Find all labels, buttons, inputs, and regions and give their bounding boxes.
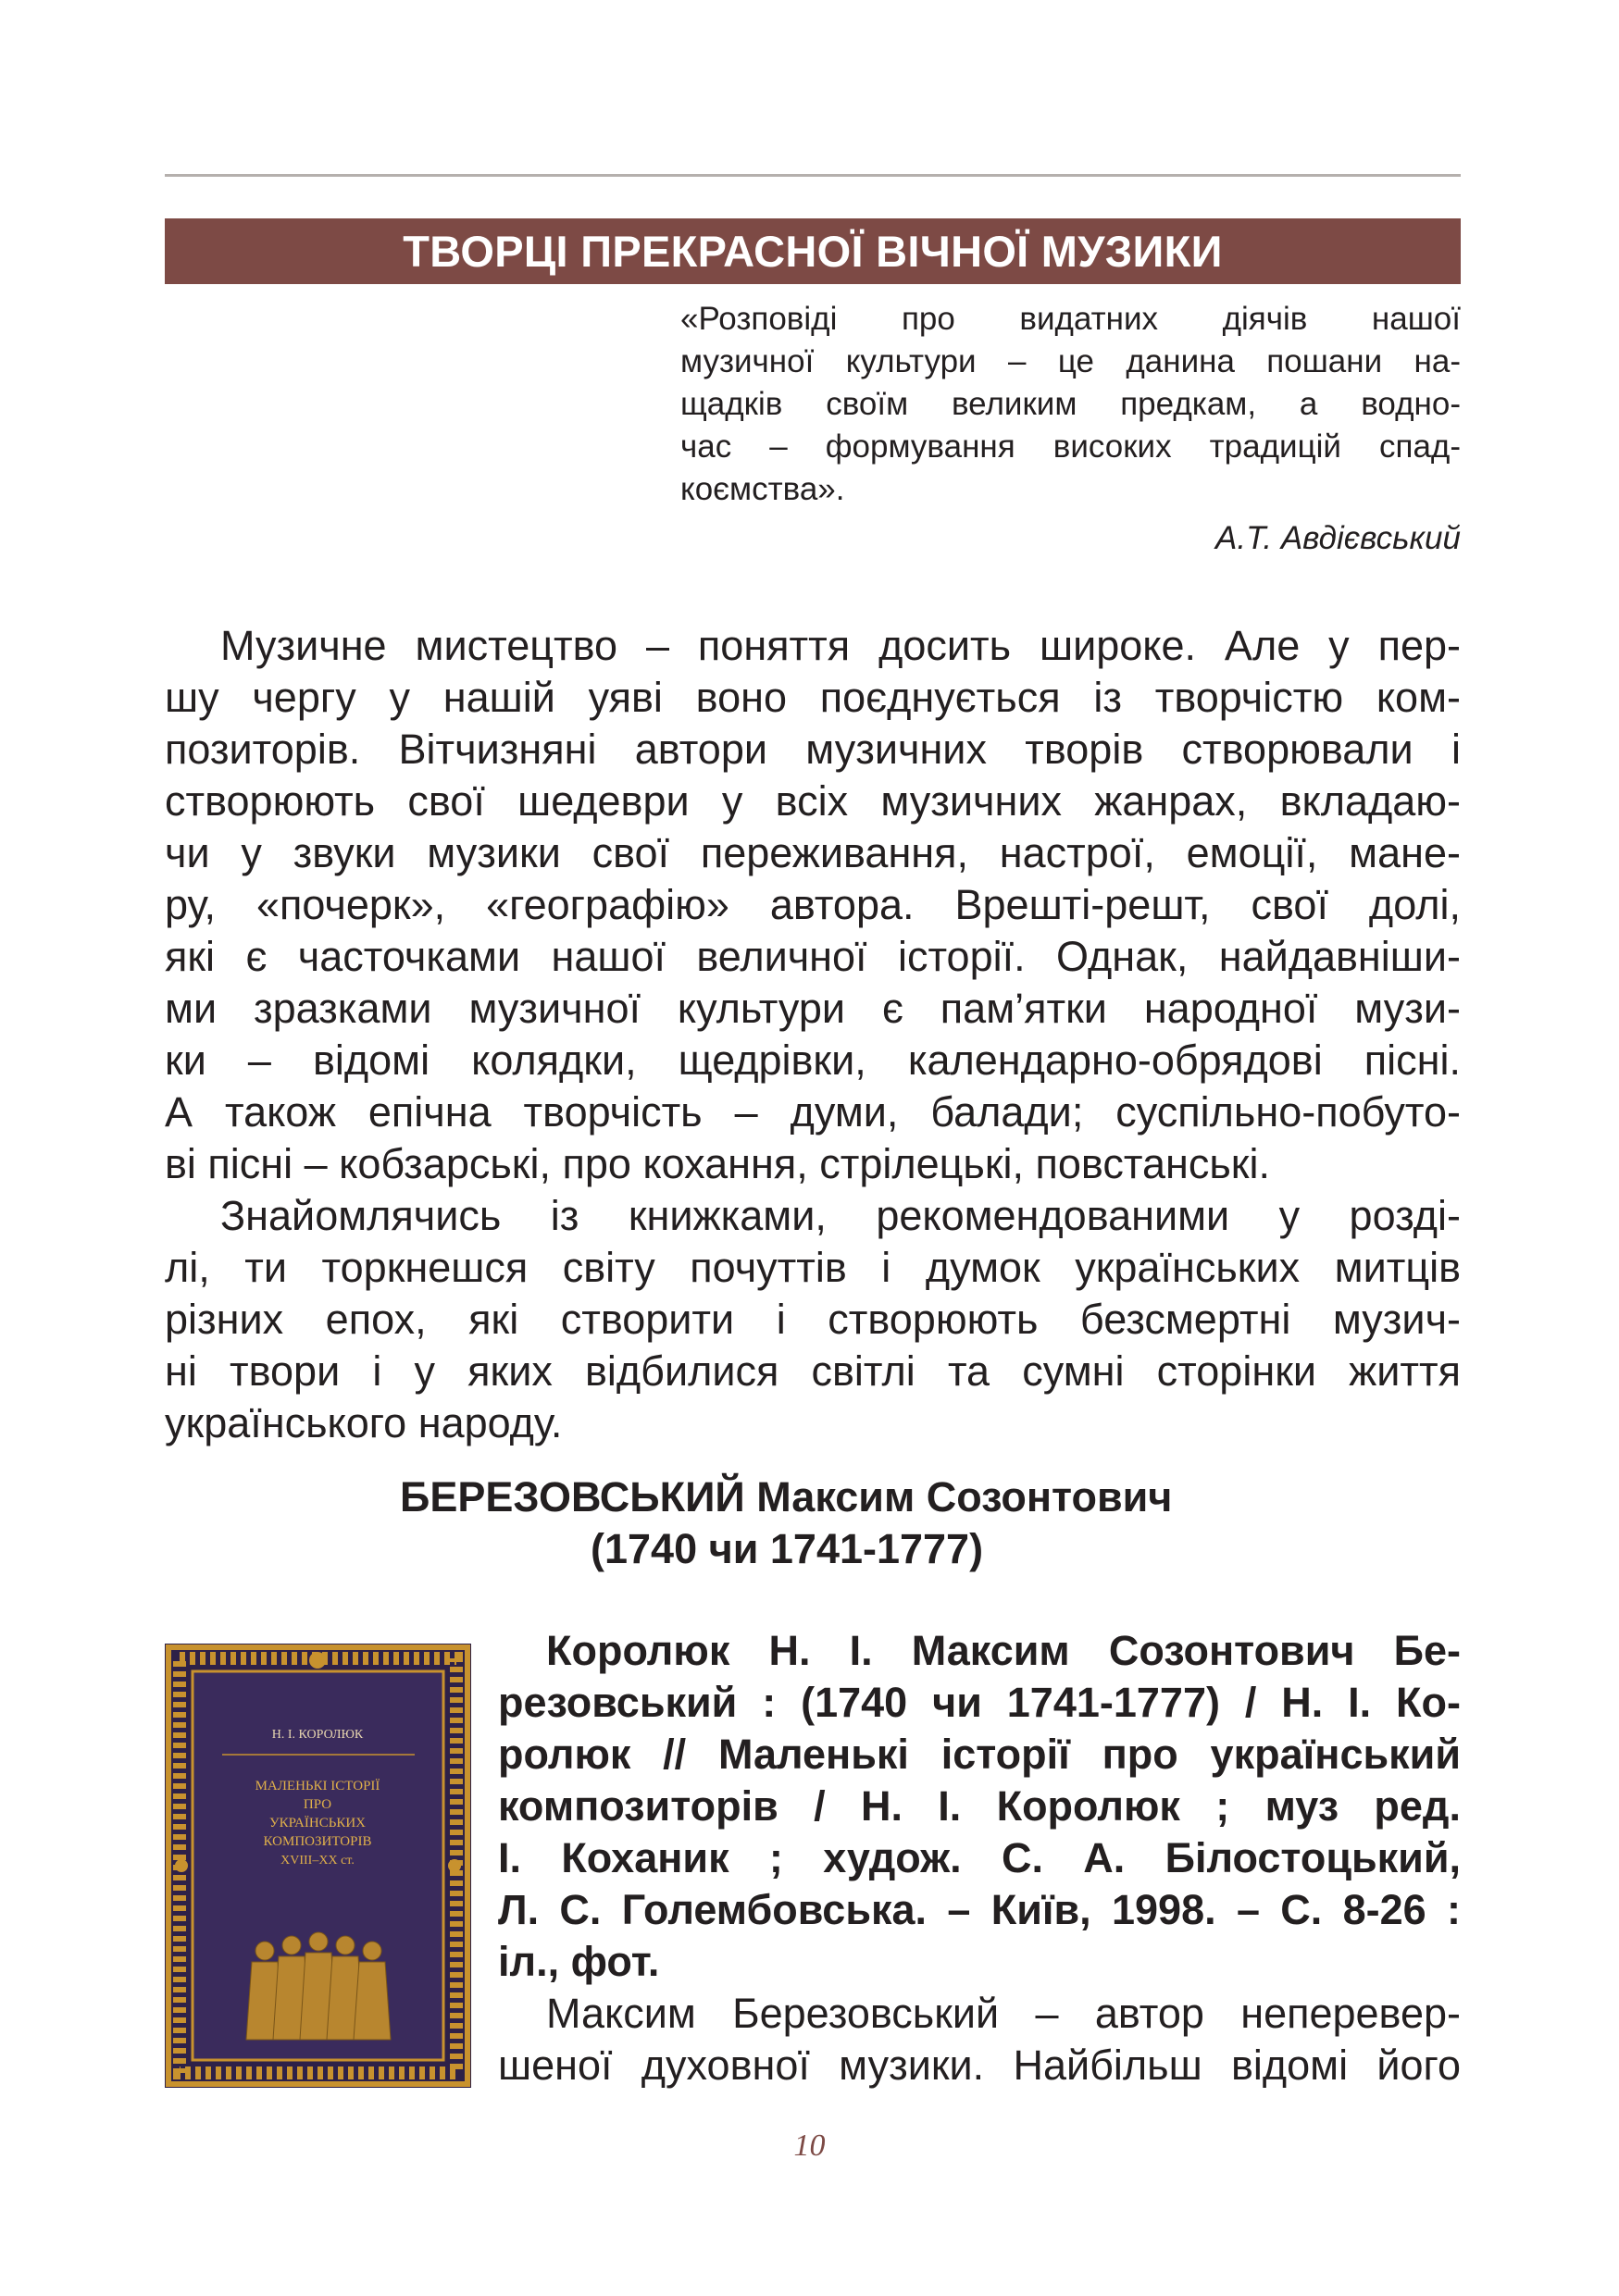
body-line: шу чергу у нашій уяві воно поєднується із творчістю ком- (165, 674, 1461, 721)
epigraph-line: «Розповіді про видатних діячів нашої (680, 301, 1461, 337)
annotation-line: шеної духовної музики. Найбільш відомі його (498, 2042, 1461, 2089)
epigraph-line: музичної культури – це данина пошани на- (680, 343, 1461, 379)
body-line: ні твори і у яких відбилися світлі та сумні сторінки життя (165, 1347, 1461, 1395)
bibliographic-line: І. Коханик ; худож. С. А. Білостоцький, (498, 1834, 1461, 1881)
bibliographic-line: резовський : (1740 чи 1741-1777) / Н. І. Ко- (498, 1679, 1461, 1726)
bibliographic-line: композиторів / Н. І. Королюк ; муз ред. (498, 1782, 1461, 1830)
epigraph-line: щадків своїм великим предкам, а водно- (680, 386, 1461, 422)
composer-years: (1740 чи 1741-1777) (591, 1525, 984, 1572)
body-line: Знайомлячись із книжками, рекомендованими у розді- (220, 1192, 1461, 1239)
body-line: ки – відомі колядки, щедрівки, календарно-обрядові пісні. (165, 1036, 1461, 1084)
bibliographic-line: ролюк // Маленькі історії про український (498, 1731, 1461, 1778)
top-rule (165, 174, 1461, 177)
body-line: ві пісні – кобзарські, про кохання, стрілецькі, повстанські. (165, 1140, 1270, 1187)
cover-title-line: ПРО (303, 1797, 332, 1812)
cover-figures-illustration (246, 1932, 391, 2040)
epigraph-author: А.Т. Авдієвський (1215, 520, 1461, 556)
annotation-line: Максим Березовський – автор неперевер- (546, 1990, 1461, 2037)
section-title-banner (165, 218, 1461, 284)
body-line: лі, ти торкнешся світу почуттів і думок українських митців (165, 1244, 1461, 1291)
body-line: різних епох, які створити і створюють безсмертні музич- (165, 1296, 1461, 1343)
body-line: які є часточками нашої величної історії. Однак, найдавніши- (165, 933, 1461, 980)
body-line: позиторів. Вітчизняні автори музичних творів створювали і (165, 726, 1461, 773)
cover-title-line: МАЛЕНЬКІ ІСТОРІЇ (255, 1779, 380, 1793)
bibliographic-line: Л. С. Голембовська. – Київ, 1998. – С. 8-26 : (498, 1886, 1461, 1933)
section-title: ТВОРЦІ ПРЕКРАСНОЇ ВІЧНОЇ МУЗИКИ (403, 227, 1223, 276)
body-line: створюють свої шедеври у всіх музичних жанрах, вкладаю- (165, 777, 1461, 825)
bibliographic-line: Королюк Н. І. Максим Созонтович Бе- (546, 1627, 1461, 1674)
bibliographic-line: іл., фот. (498, 1938, 660, 1985)
epigraph-line: коємства». (680, 471, 845, 507)
body-line: ру, «почерк», «географію» автора. Врешті-решт, свої долі, (165, 881, 1461, 928)
body-line: ми зразками музичної культури є пам’ятки народної музи- (165, 985, 1461, 1032)
cover-title-line: XVIII–XX ст. (280, 1854, 355, 1868)
body-line: Музичне мистецтво – поняття досить широке. Але у пер- (220, 622, 1461, 669)
composer-heading (165, 1471, 1461, 1575)
epigraph-line: час – формування високих традицій спад- (680, 428, 1461, 465)
page-number: 10 (793, 2128, 826, 2163)
epigraph-quote (680, 298, 1461, 511)
cover-title-line: КОМПОЗИТОРІВ (263, 1834, 372, 1849)
intro-paragraphs (165, 620, 1461, 1449)
cover-title-line: УКРАЇНСЬКИХ (269, 1816, 366, 1831)
body-line: українського народу. (165, 1399, 563, 1446)
book-entry (498, 1625, 1461, 2091)
body-line: чи у звуки музики свої переживання, настрої, емоції, мане- (165, 829, 1461, 876)
body-line: А також епічна творчість – думи, балади; суспільно-побуто- (165, 1088, 1461, 1136)
composer-name: БЕРЕЗОВСЬКИЙ Максим Созонтович (400, 1473, 1173, 1520)
cover-author: Н. І. КОРОЛЮК (271, 1728, 364, 1742)
book-cover-image (165, 1644, 471, 2088)
